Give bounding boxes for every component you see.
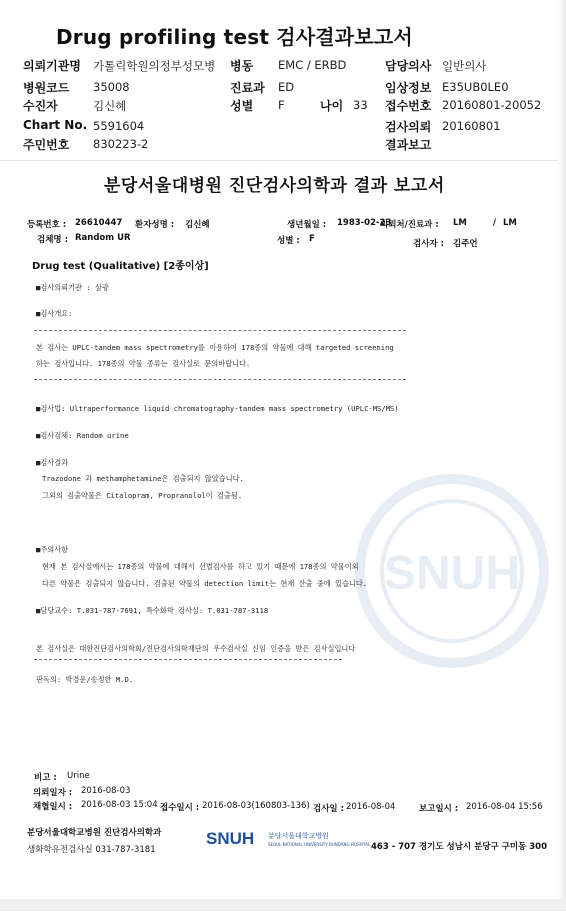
report-date-value: 2016-08-04 15:56 bbox=[466, 802, 543, 812]
snuh-logo-subtitle: 분당서울대학교병원 bbox=[268, 832, 329, 840]
result-heading: ■검사결과 bbox=[36, 458, 69, 467]
department-value: ED bbox=[278, 80, 295, 94]
doctor-label: 담당의사 bbox=[385, 59, 432, 73]
clinical-info-label: 임상정보 bbox=[385, 81, 432, 95]
reg-no-value: 26610447 bbox=[75, 218, 123, 228]
patient-name-label: 환자성명 : bbox=[135, 220, 175, 230]
reg-no-label: 등록번호 : bbox=[27, 220, 67, 230]
department-label: 진료과 bbox=[230, 81, 265, 95]
request-date-value-2: 2016-08-03 bbox=[81, 786, 131, 796]
clinical-info-value: E35UB0LE0 bbox=[442, 80, 509, 94]
hospital-code-label: 병원코드 bbox=[23, 81, 70, 95]
patient-label: 수진자 bbox=[23, 99, 58, 113]
dept-value-2: LM bbox=[503, 218, 517, 228]
caution-line-2: 다른 약물은 검출되지 않습니다. 검출된 약물의 detection limit는 현재 산출 중에 있습니다. bbox=[42, 579, 368, 588]
report-title: Drug profiling test 검사결과보고서 bbox=[56, 25, 413, 49]
dob-value: 1983-02-23 bbox=[337, 218, 392, 228]
institution-line: ■검사의뢰기관 : 삼광 bbox=[36, 283, 109, 292]
ward-label: 병동 bbox=[230, 59, 254, 73]
sex-label: 성별 bbox=[230, 99, 254, 113]
caution-line-1: 현재 본 검사실에서는 178종의 약물에 대해서 선별검사를 하고 있기 때문에 178종의 약물이외 bbox=[42, 562, 359, 571]
caution-heading: ■주의사항 bbox=[36, 545, 69, 554]
specimen-name-label: 검체명 : bbox=[37, 235, 68, 245]
age-label: 나이 bbox=[320, 99, 344, 113]
chart-no-value: 5591604 bbox=[93, 119, 145, 133]
overview-line-1: 본 검사는 UPLC-tandem mass spectrometry를 이용하여 178종의 약물에 대해 targeted screening bbox=[36, 343, 394, 352]
request-date-value: 20160801 bbox=[442, 119, 501, 133]
patient-value: 김신혜 bbox=[93, 99, 127, 113]
method-line: ■검사법: Ultraperformance liquid chromatography-tandem mass spectrometry (UPLC-MS/MS) bbox=[36, 404, 399, 413]
report-date-label: 보고일시 : bbox=[419, 804, 459, 814]
ward-value: EMC / ERBD bbox=[278, 58, 347, 72]
dob-label: 생년월일 : bbox=[287, 220, 327, 230]
receipt-date-label: 접수일시 : bbox=[160, 803, 200, 813]
overview-heading: ■검사개요: bbox=[36, 309, 73, 318]
hospital-code-value: 35008 bbox=[93, 80, 130, 94]
dept-value-1: LM bbox=[453, 218, 467, 228]
request-date-label-2: 의뢰일자 : bbox=[33, 788, 73, 798]
snuh-logo: SNUH bbox=[206, 829, 255, 848]
age-value: 33 bbox=[353, 98, 368, 112]
scan-bottom-edge bbox=[0, 899, 566, 911]
receipt-no-value: 20160801-20052 bbox=[442, 98, 542, 112]
scanned-report bbox=[0, 160, 566, 912]
result-line-2: 그외의 검출약물은 Citalopram, Propranolol이 검출됨. bbox=[42, 491, 243, 500]
tester-value: 김주언 bbox=[453, 239, 478, 249]
chart-no-label: Chart No. bbox=[23, 118, 88, 132]
watermark-text: SNUH bbox=[383, 547, 521, 600]
org-name: 분당서울대학교병원 진단검사의학과 bbox=[27, 828, 162, 838]
doctor-value: 일반의사 bbox=[442, 59, 487, 73]
divider bbox=[34, 330, 406, 331]
divider bbox=[34, 659, 342, 660]
report-sex-label: 성별 : bbox=[277, 236, 300, 246]
certification-line: 본 검사실은 대한진단검사의학회/진단검사의학재단의 우수검사실 신임 인증을 받은 검사실입니다 bbox=[36, 644, 356, 653]
request-date-label: 검사의뢰 bbox=[385, 120, 432, 134]
snuh-watermark-icon bbox=[352, 471, 552, 671]
test-name: Drug test (Qualitative) [2종이상] bbox=[32, 261, 209, 272]
reader-line: 판독의: 박경운/송정한 M.D. bbox=[36, 675, 134, 684]
report-heading: 분당서울대병원 진단검사의학과 결과 보고서 bbox=[104, 176, 445, 196]
report-sex-value: F bbox=[309, 234, 315, 244]
address: 463 - 707 경기도 성남시 분당구 구미동 300 bbox=[371, 842, 548, 852]
overview-line-2: 하는 검사입니다. 178종의 약물 종류는 검사실로 문의바랍니다. bbox=[36, 359, 251, 368]
specimen-line: ■검사검체: Random urine bbox=[36, 431, 129, 440]
result-report-label: 결과보고 bbox=[385, 138, 432, 152]
resident-no-value: 830223-2 bbox=[93, 137, 149, 151]
sex-value: F bbox=[278, 98, 285, 112]
patient-name-value: 김신혜 bbox=[185, 220, 210, 230]
snuh-logo-english: SEOUL NATIONAL UNIVERSITY BUNDANG HOSPITAL bbox=[268, 842, 371, 847]
receipt-date-value: 2016-08-03(160803-136) bbox=[202, 801, 310, 811]
collect-date-label: 채혈일시 : bbox=[33, 802, 73, 812]
test-date-label: 검사일 : bbox=[313, 804, 344, 814]
test-date-value: 2016-08-04 bbox=[346, 802, 396, 812]
specimen-name-value: Random UR bbox=[75, 233, 131, 243]
scan-edge bbox=[558, 0, 566, 911]
tester-label: 검사자 : bbox=[413, 239, 444, 249]
receipt-no-label: 접수번호 bbox=[385, 99, 432, 113]
contact-line: ■담당교수: T.031-787-7691, 특수화학 검사실: T.031-787-3118 bbox=[36, 606, 269, 615]
dept-label: 의뢰처/진료과 : bbox=[380, 220, 439, 230]
collect-date-value: 2016-08-03 15:04 bbox=[81, 800, 158, 810]
divider bbox=[34, 379, 406, 380]
result-line-1: Trazodone 과 methamphetamine은 검출되지 않았습니다. bbox=[42, 474, 244, 483]
remark-label: 비고 : bbox=[34, 773, 57, 783]
remark-value: Urine bbox=[67, 771, 90, 781]
org-lab: 생화학유전검사실 031-787-3181 bbox=[27, 845, 156, 855]
dept-separator: / bbox=[493, 218, 497, 228]
resident-no-label: 주민번호 bbox=[23, 138, 70, 152]
institution-label: 의뢰기관명 bbox=[23, 59, 81, 73]
institution-value: 가톨릭학원의정부성모병 bbox=[93, 59, 216, 73]
